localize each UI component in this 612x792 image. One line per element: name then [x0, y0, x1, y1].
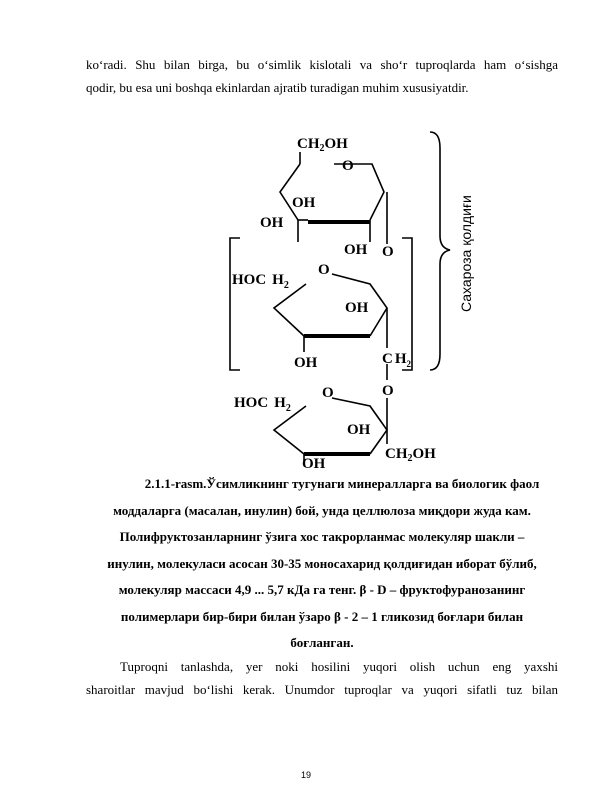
top-paragraph-line-2: qodir, bu esa uni boshqa ekinlardan ajratib turadigan muhim xususiyatdir. — [86, 80, 469, 95]
page-number: 19 — [300, 770, 311, 780]
link-oxygen-1: O — [382, 244, 394, 260]
bottom-paragraph-line-2: sharoitlar mavjud bo‘lishi kerak. Unumdor tuproqlar va yuqori sifatli tuz bilan — [86, 682, 558, 697]
caption-line-1: 2.1.1-rasm.Ўсимликнинг тугунаги минералларга ва биологик фаол — [144, 476, 540, 491]
ring1-oh-lower: OH — [344, 242, 368, 258]
ring1-oh-upper: OH — [292, 195, 316, 211]
ring1-oxygen: O — [342, 158, 354, 174]
top-paragraph-line-1: ko‘radi. Shu bilan birga, bu o‘simlik kislotali va sho‘r tuproqlarda ham o‘sishga — [86, 57, 558, 72]
ring-bonds — [230, 132, 450, 462]
sucrose-residue-label: Сахароза қолдиғи — [458, 195, 474, 312]
ring3-hoch2: HOC $H_2$ — [234, 395, 291, 414]
caption-line-6: полимерлари бир-бири билан ўзаро β - 2 – 1 гликозид боғлари билан — [120, 608, 524, 624]
ring3-oh: OH — [347, 422, 371, 438]
link-oxygen-2: O — [382, 383, 394, 399]
ring2-oxygen: O — [318, 262, 330, 278]
caption-line-4: инулин, молекуласи асосан 30-35 моносахарид қолдиғидан иборат бўлиб, — [107, 555, 537, 571]
figure-caption — [86, 471, 558, 657]
caption-line-7: боғланган. — [290, 635, 354, 650]
ring2-oh-bottom: OH — [294, 355, 318, 371]
bottom-paragraph — [86, 655, 558, 701]
sucrose-brace — [430, 132, 450, 370]
ring3-ch2oh: $CH_2OH$ — [385, 446, 436, 464]
ring3-oh-bottom: OH — [302, 456, 326, 472]
ring1-left-bonds — [280, 164, 300, 220]
caption-line-5: молекуляр массаси 4,9 ... 5,7 кДа га тенг. β - D – фруктофуранозанинг — [118, 582, 526, 597]
inulin-structure-figure — [222, 124, 492, 474]
ring2-left-bonds — [274, 284, 306, 336]
bottom-paragraph-line-1: Tuproqni tanlashda, yer noki hosilini yuqori olish uchun eng yaxshi — [120, 659, 558, 674]
ring2-oh: OH — [345, 300, 369, 316]
ring1-ch2oh: $CH_2OH$ — [297, 136, 348, 154]
ring2-hoch2: HOC $H_2$ — [232, 272, 289, 291]
ch2-link: C $H_2$ — [382, 351, 412, 369]
ring1-oh-left: OH — [260, 215, 284, 231]
ring3-oxygen: O — [322, 385, 334, 401]
caption-line-3: Полифруктозанларнинг ўзига хос такрорланмас молекуляр шакли – — [119, 529, 525, 544]
top-paragraph — [86, 53, 558, 99]
left-bracket — [230, 238, 240, 370]
caption-line-2: моддаларга (масалан, инулин) бой, унда целлюлоза миқдори жуда кам. — [113, 502, 531, 518]
